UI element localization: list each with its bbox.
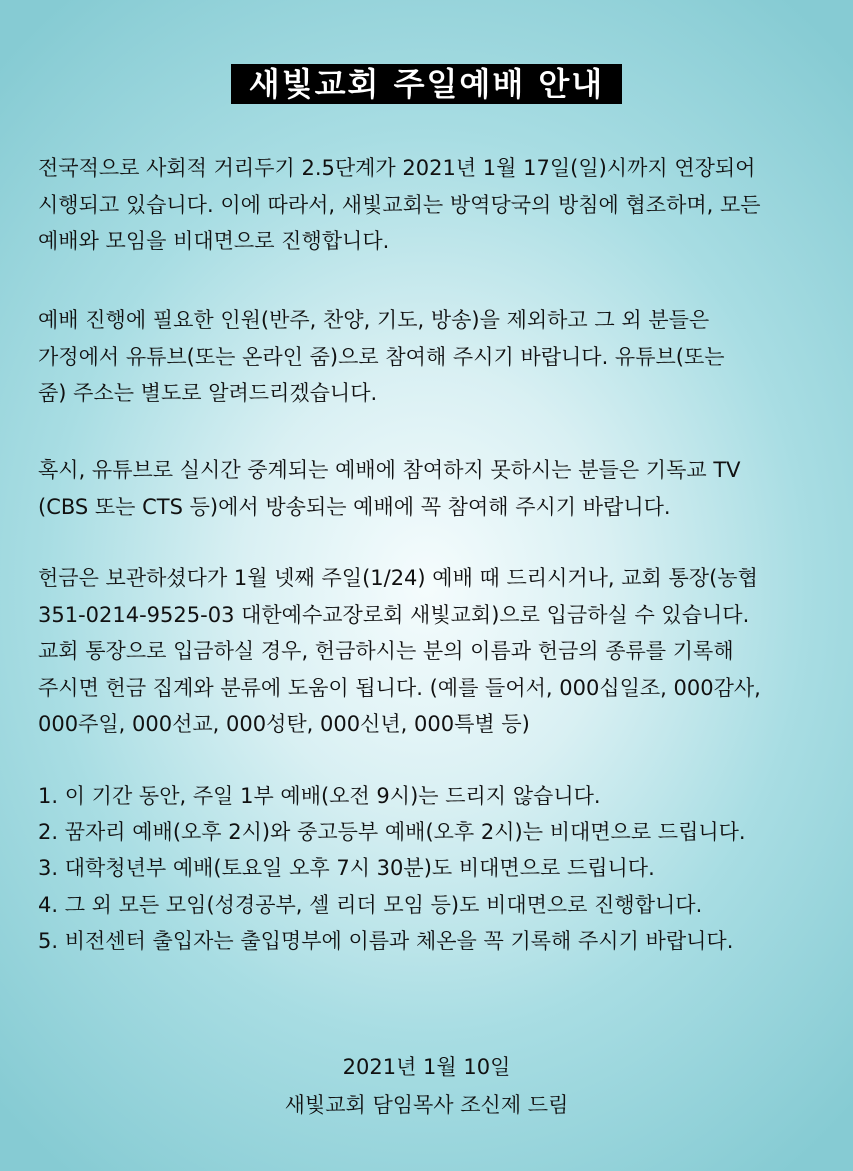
list-item: 3. 대학청년부 예배(토요일 오후 7시 30분)도 비대면으로 드립니다. — [38, 856, 655, 881]
paragraph-line: 혹시, 유튜브로 실시간 중계되는 예배에 참여하지 못하시는 분들은 기독교 TV — [38, 458, 741, 482]
paragraph-line: 예배 진행에 필요한 인원(반주, 찬양, 기도, 방송)을 제외하고 그 외 분들은 — [38, 308, 710, 332]
paragraph-line: 예배와 모임을 비대면으로 진행합니다. — [38, 229, 390, 254]
signature-author: 새빛교회 담임목사 조신제 드림 — [284, 1093, 569, 1117]
paragraph-line: 교회 통장으로 입금하실 경우, 헌금하시는 분의 이름과 헌금의 종류를 기록해 — [38, 639, 734, 664]
list-item: 5. 비전센터 출입자는 출입명부에 이름과 체온을 꼭 기록해 주시기 바랍니다. — [38, 928, 734, 953]
signature-date: 2021년 1월 10일 — [342, 1055, 511, 1079]
paragraph-line: (CBS 또는 CTS 등)에서 방송되는 예배에 꼭 참여해 주시기 바랍니다. — [38, 494, 671, 519]
paragraph-line: 전국적으로 사회적 거리두기 2.5단계가 2021년 1월 17일(일)시까지 연장되어 — [38, 156, 756, 180]
paragraph-line: 시행되고 있습니다. 이에 따라서, 새빛교회는 방역당국의 방침에 협조하며, 모든 — [38, 192, 761, 217]
paragraph-tv-broadcast — [38, 452, 838, 525]
title-container — [0, 64, 853, 104]
paragraph-offering — [38, 560, 838, 743]
paragraph-line: 000주일, 000선교, 000성탄, 000신년, 000특별 등) — [38, 712, 530, 737]
paragraph-line: 351-0214-9525-03 대한예수교장로회 새빛교회)으로 입금하실 수 있습니다. — [38, 602, 750, 627]
paragraph-line: 헌금은 보관하셨다가 1월 넷째 주일(1/24) 예배 때 드리시거나, 교회 통장(농협 — [38, 566, 758, 590]
paragraph-line: 가정에서 유튜브(또는 온라인 줌)으로 참여해 주시기 바랍니다. 유튜브(또는 — [38, 344, 725, 369]
paragraph-line: 줌) 주소는 별도로 알려드리겠습니다. — [38, 381, 378, 406]
numbered-list — [38, 778, 838, 959]
paragraph-online-participation — [38, 302, 838, 412]
list-item: 1. 이 기간 동안, 주일 1부 예배(오전 9시)는 드리지 않습니다. — [38, 784, 601, 808]
list-item: 2. 꿈자리 예배(오후 2시)와 중고등부 예배(오후 2시)는 비대면으로 드립니다. — [38, 820, 746, 845]
paragraph-distancing-notice — [38, 150, 838, 260]
list-item: 4. 그 외 모든 모임(성경공부, 셀 리더 모임 등)도 비대면으로 진행합니다. — [38, 892, 703, 917]
signature-block — [0, 1048, 853, 1124]
page-title: 새빛교회 주일예배 안내 — [231, 64, 622, 104]
paragraph-line: 주시면 헌금 집계와 분류에 도움이 됩니다. (예를 들어서, 000십일조, 000감사, — [38, 675, 761, 700]
